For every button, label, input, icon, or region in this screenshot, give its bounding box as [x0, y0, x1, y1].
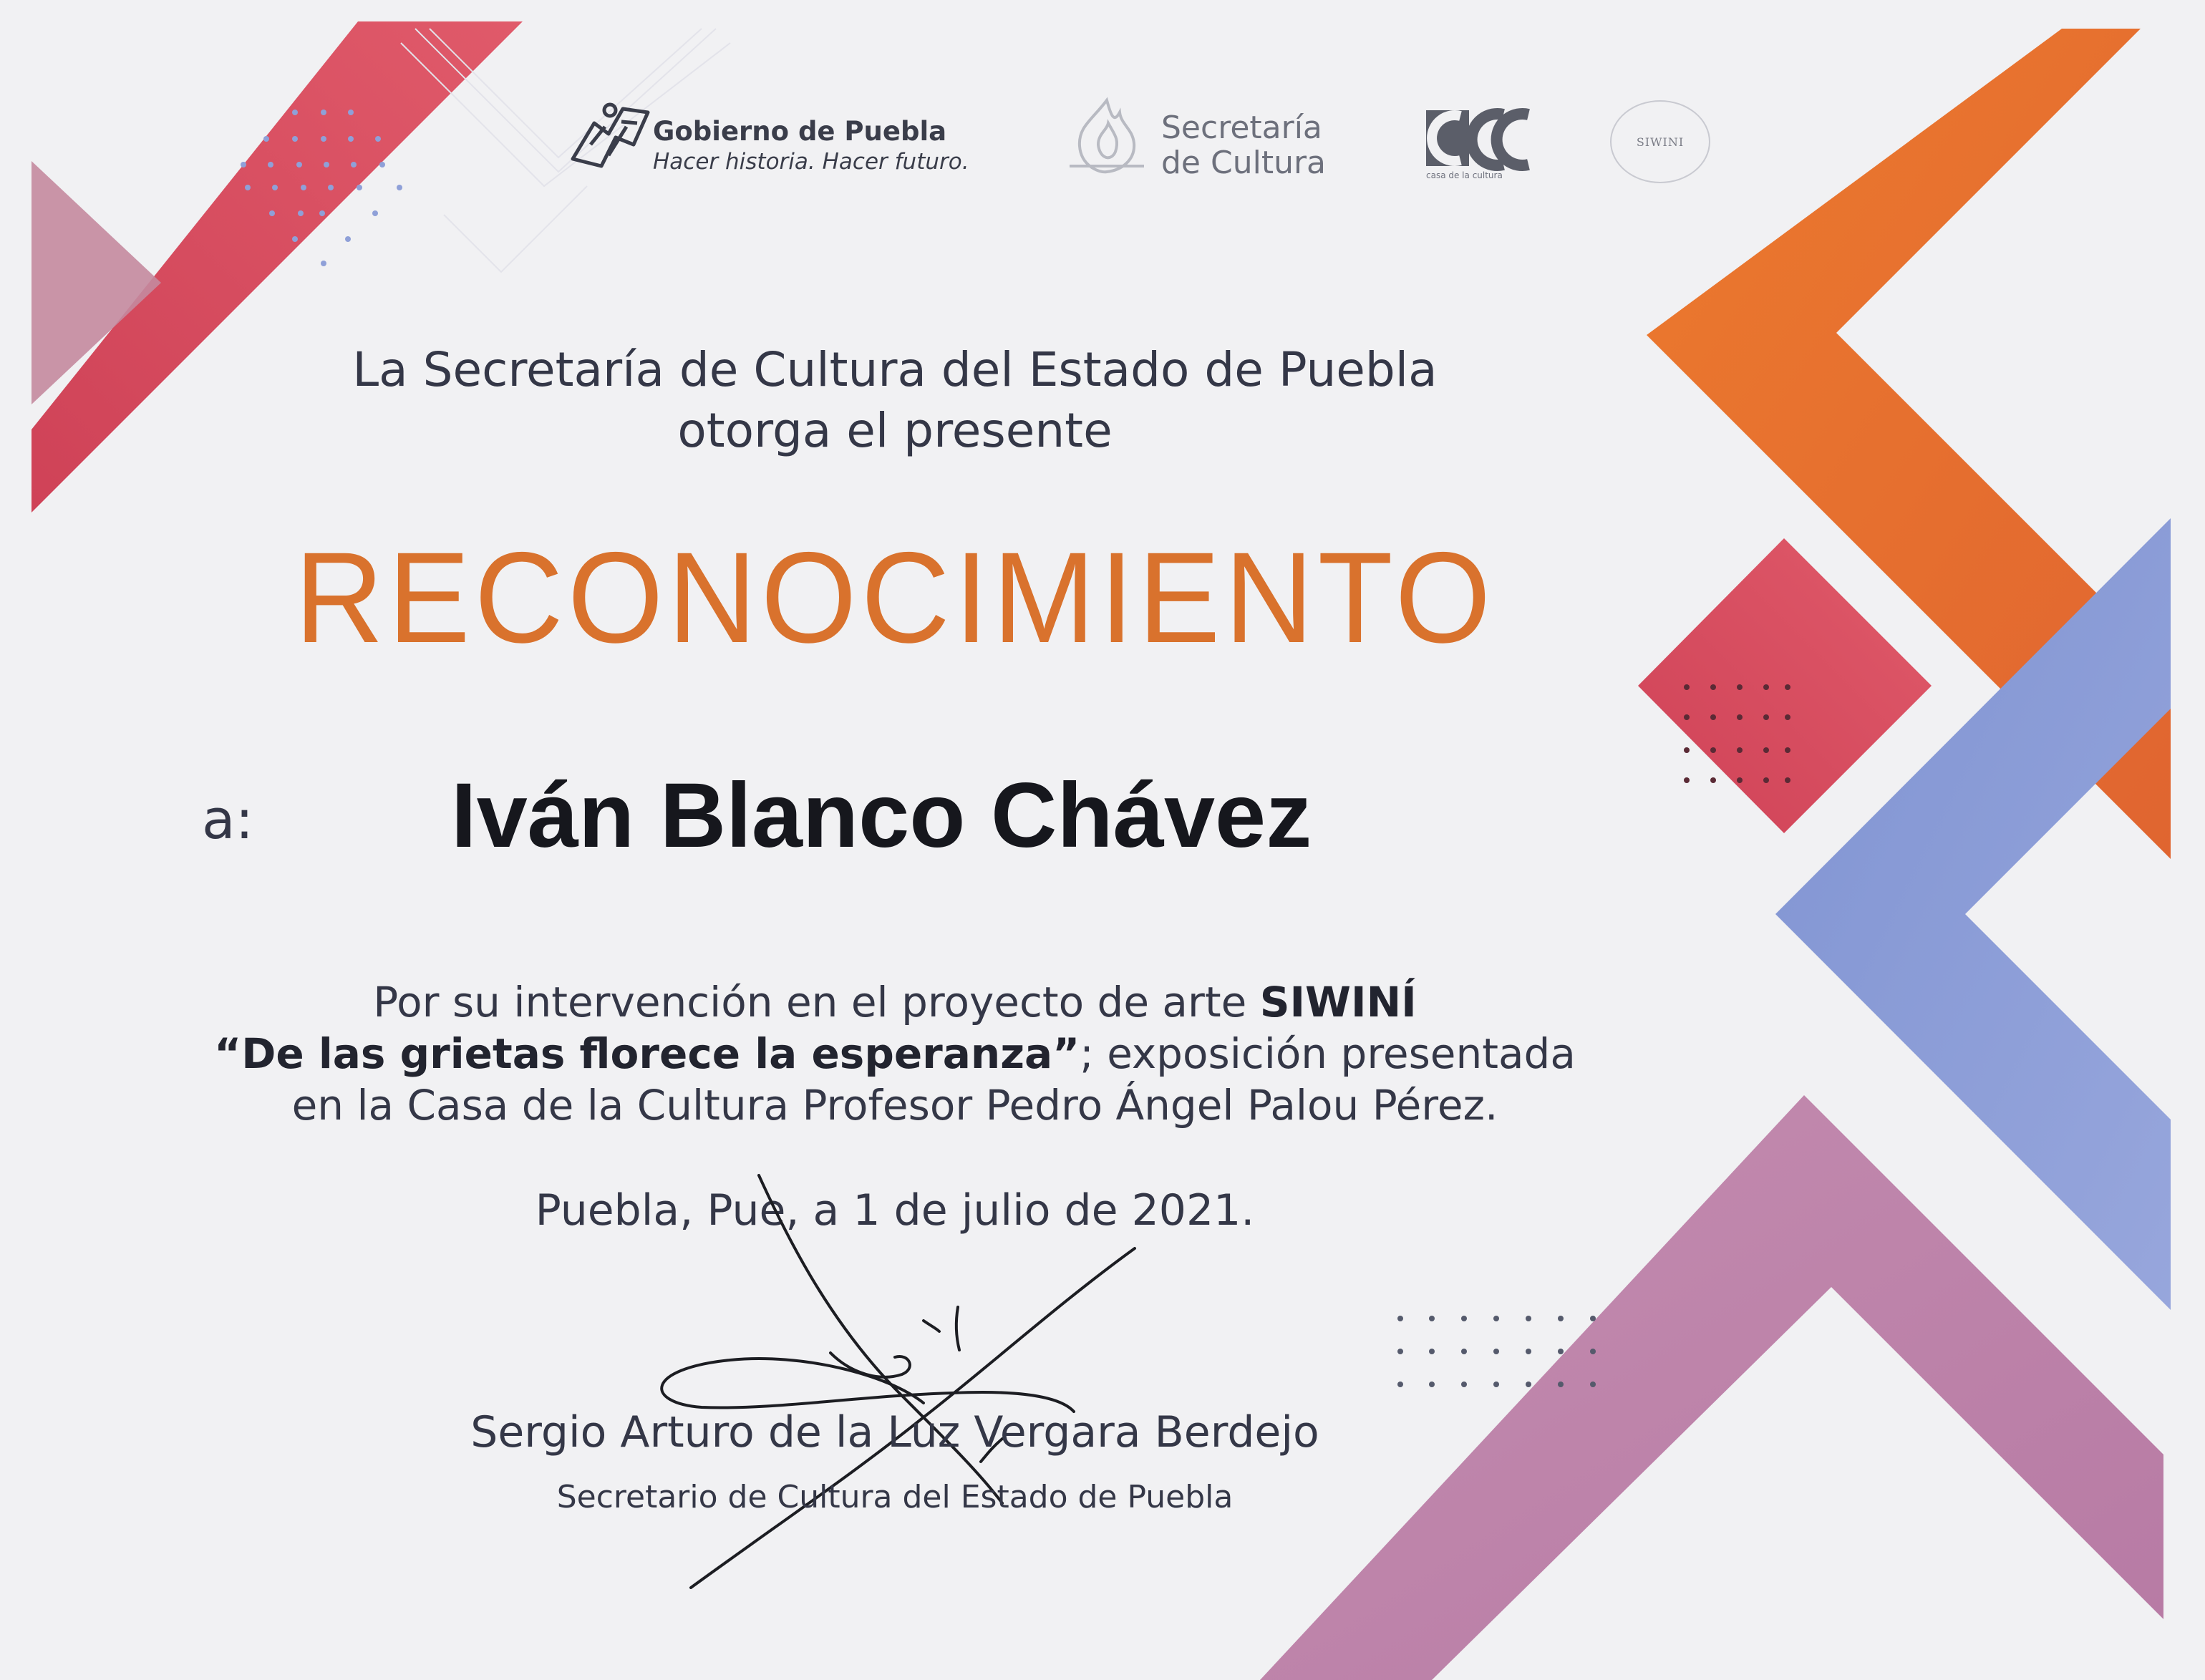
signer-name: Sergio Arturo de la Luz Vergara Berdejo	[470, 1407, 1319, 1457]
reason-line-1-text: Por su intervención en el proyecto de arte	[373, 978, 1260, 1026]
reason-line-3: en la Casa de la Cultura Profesor Pedro Ángel Palou Pérez.	[291, 1081, 1498, 1130]
signer-title: Secretario de Cultura del Estado de Puebla	[556, 1479, 1234, 1515]
mauve-chevron	[1260, 1095, 2163, 1680]
recipient-prefix: a:	[202, 787, 254, 851]
casa-cultura-caption: casa de la cultura	[1426, 170, 1503, 180]
gobierno-puebla-name: Gobierno de Puebla	[653, 116, 947, 147]
issuer-line-1: La Secretaría de Cultura del Estado de Puebla	[352, 342, 1438, 397]
handwritten-signature	[616, 1160, 1160, 1589]
reason-line-2-text: ; exposición presentada	[1080, 1029, 1576, 1078]
siwini-logo-text: SIWINI	[1636, 135, 1685, 149]
gobierno-puebla-logo-icon	[566, 94, 659, 177]
certificate-title: RECONOCIMIENTO	[294, 525, 1496, 670]
secretaria-cultura-line1: Secretaría	[1161, 110, 1322, 146]
gobierno-puebla-slogan: Hacer historia. Hacer futuro.	[653, 149, 969, 175]
place-date: Puebla, Pue, a 1 de julio de 2021.	[535, 1185, 1255, 1235]
issuer-line-2: otorga el presente	[677, 403, 1113, 458]
casa-cultura-logo-icon	[1425, 107, 1539, 175]
reason-line-2	[186, 1029, 1604, 1078]
reason-line-1	[186, 978, 1604, 1026]
siwini-logo	[1610, 100, 1710, 183]
recipient-name: Iván Blanco Chávez	[451, 764, 1312, 867]
project-name: SIWINÍ	[1259, 978, 1417, 1026]
secretaria-cultura-flame-icon	[1064, 94, 1150, 178]
exhibition-title: “De las grietas florece la esperanza”	[214, 1029, 1080, 1078]
red-diamond	[1638, 538, 1932, 833]
secretaria-cultura-line2: de Cultura	[1161, 145, 1327, 181]
